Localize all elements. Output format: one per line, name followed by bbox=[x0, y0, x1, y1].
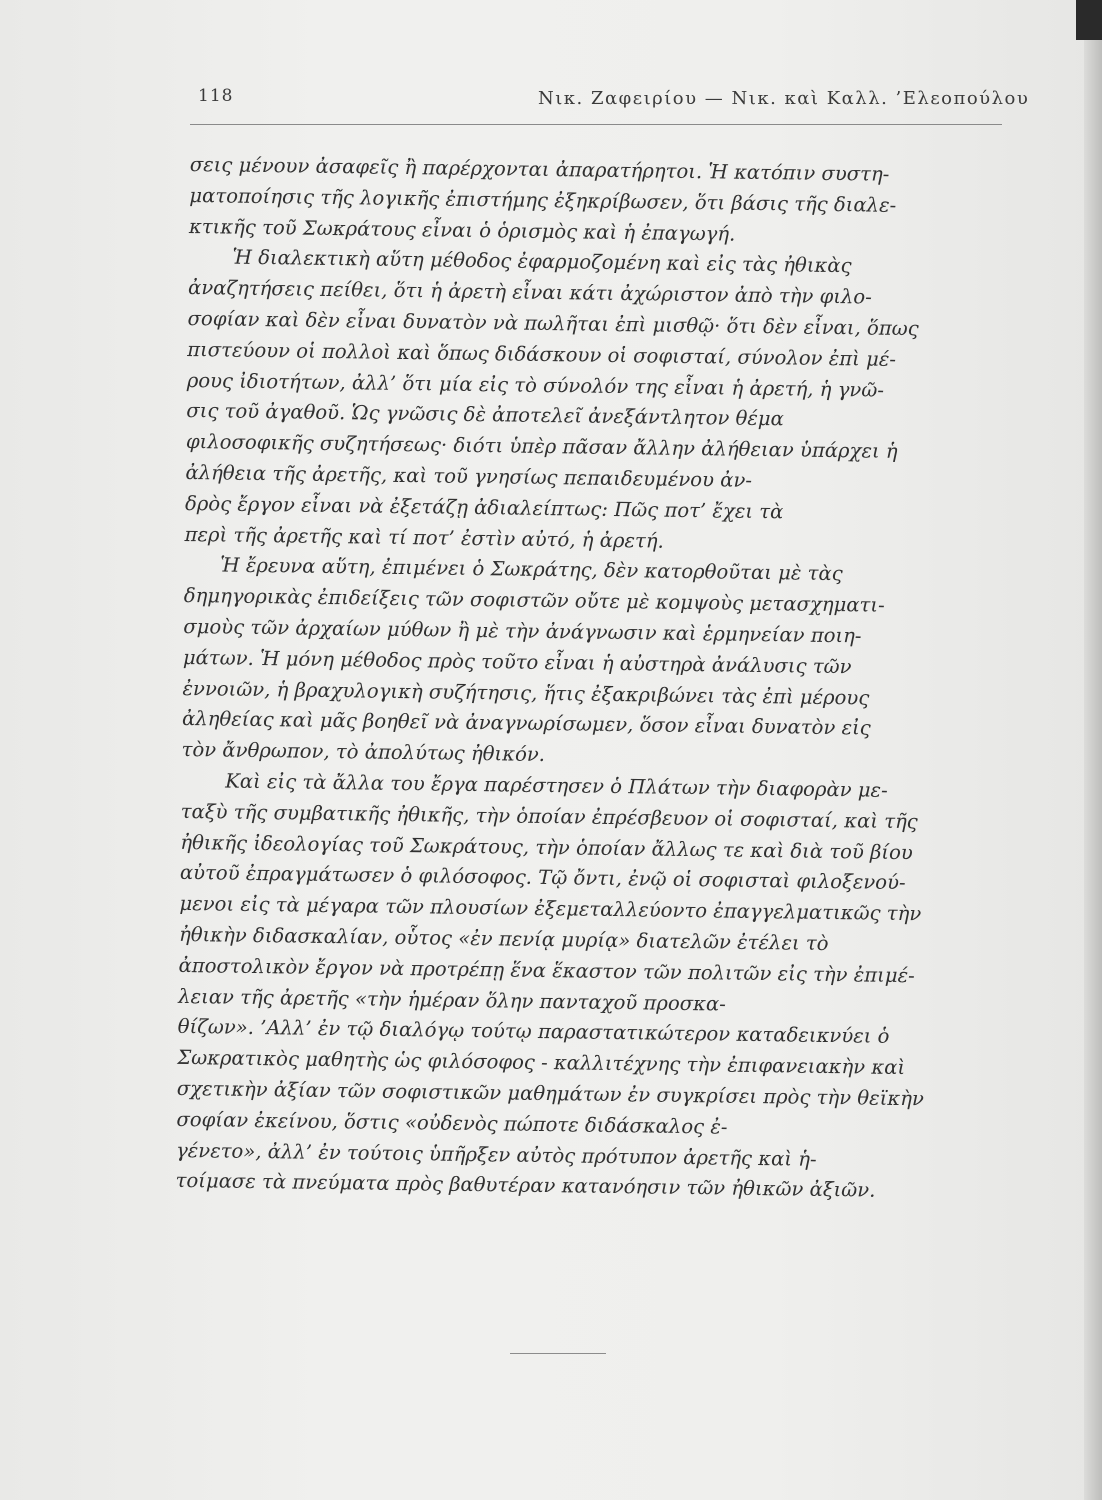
text-line: σχετικὴν ἀξίαν τῶν σοφιστικῶν μαθημάτων ἐν συγκρίσει πρὸς τὴν θεϊκὴν bbox=[176, 1076, 925, 1111]
text-line: ταξὺ τῆς συμβατικῆς ἠθικῆς, τὴν ὁποίαν ἐπρέσβευον οἱ σοφισταί, καὶ τῆς bbox=[180, 799, 918, 833]
text-line: σοφίαν ἐκείνου, ὅστις «οὐδενὸς πώποτε διδάσκαλος ἐ- bbox=[176, 1107, 728, 1139]
text-line: ἀναζητήσεις πείθει, ὅτι ἡ ἀρετὴ εἶναι κάτι ἀχώριστον ἀπὸ τὴν φιλο- bbox=[187, 276, 872, 309]
text-line: μάτων. Ἡ μόνη μέθοδος πρὸς τοῦτο εἶναι ἡ αὐστηρὰ ἀνάλυσις τῶν bbox=[182, 645, 852, 679]
text-line: περὶ τῆς ἀρετῆς καὶ τί ποτ’ ἐστὶν αὐτό, ἡ ἀρετή. bbox=[184, 522, 664, 553]
text-line: μενοι εἰς τὰ μέγαρα τῶν πλουσίων ἐξεμεταλλεύοντο ἐπαγγελματικῶς τὴν bbox=[179, 892, 922, 926]
running-head: Νικ. Ζαφειρίου — Νικ. καὶ Καλλ. ’Ελεοπούλου bbox=[538, 88, 1030, 109]
text-line: γένετο», ἀλλ’ ἐν τούτοις ὑπῆρξεν αὐτὸς πρότυπον ἀρετῆς καὶ ἡ- bbox=[175, 1138, 817, 1171]
text-line: δημηγορικὰς ἐπιδείξεις τῶν σοφιστῶν οὔτε μὲ κομψοὺς μετασχηματι- bbox=[183, 584, 885, 617]
text-line: δρὸς ἔργον εἶναι νὰ ἐξετάζῃ ἀδιαλείπτως: Πῶς ποτ’ ἔχει τὰ bbox=[184, 491, 784, 524]
body-text bbox=[175, 150, 1012, 1208]
text-line: θίζων». ’Αλλ’ ἐν τῷ διαλόγῳ τούτῳ παραστατικώτερον καταδεικνύει ὁ bbox=[177, 1015, 890, 1049]
text-line: σεις μένουν ἀσαφεῖς ἢ παρέρχονται ἀπαρατήρητοι. Ἡ κατόπιν συστη- bbox=[189, 152, 890, 186]
scan-corner bbox=[1076, 0, 1102, 40]
text-line: τοίμασε τὰ πνεύματα πρὸς βαθυτέραν κατανόησιν τῶν ἠθικῶν ἀξιῶν. bbox=[175, 1169, 876, 1202]
text-line: ἀλήθεια τῆς ἀρετῆς, καὶ τοῦ γνησίως πεπαιδευμένου ἀν- bbox=[185, 460, 753, 492]
text-line: ἠθικῆς ἰδεολογίας τοῦ Σωκράτους, τὴν ὁποίαν ἄλλως τε καὶ διὰ τοῦ βίου bbox=[180, 830, 913, 864]
text-line: Ἡ ἔρευνα αὕτη, ἐπιμένει ὁ Σωκράτης, δὲν κατορθοῦται μὲ τὰς bbox=[220, 553, 843, 586]
text-line: ἀποστολικὸν ἔργον νὰ προτρέπῃ ἕνα ἕκαστον τῶν πολιτῶν εἰς τὴν ἐπιμέ- bbox=[178, 953, 915, 987]
text-line: ἐννοιῶν, ἡ βραχυλογικὴ συζήτησις, ἥτις ἐξακριβώνει τὰς ἐπὶ μέρους bbox=[182, 676, 870, 710]
text-line: σμοὺς τῶν ἀρχαίων μύθων ἢ μὲ τὴν ἀνάγνωσιν καὶ ἑρμηνείαν ποιη- bbox=[183, 614, 862, 648]
end-rule bbox=[510, 1353, 606, 1354]
text-line: τὸν ἄνθρωπον, τὸ ἀπολύτως ἠθικόν. bbox=[181, 738, 546, 767]
text-line: ρους ἰδιοτήτων, ἀλλ’ ὅτι μία εἰς τὸ σύνολόν της εἶναι ἡ ἀρετή, ἡ γνῶ- bbox=[186, 368, 885, 402]
text-line: φιλοσοφικῆς συζητήσεως· διότι ὑπὲρ πᾶσαν ἄλλην ἀλήθειαν ὑπάρχει ἡ bbox=[185, 430, 898, 464]
text-line: Καὶ εἰς τὰ ἄλλα του ἔργα παρέστησεν ὁ Πλάτων τὴν διαφορὰν με- bbox=[225, 769, 888, 802]
text-line: σοφίαν καὶ δὲν εἶναι δυνατὸν νὰ πωλῆται ἐπὶ μισθῷ· ὅτι δὲν εἶναι, ὅπως bbox=[187, 306, 919, 341]
page-header bbox=[198, 86, 1102, 116]
text-line: σις τοῦ ἀγαθοῦ. Ὡς γνῶσις δὲ ἀποτελεῖ ἀνεξάντλητον θέμα bbox=[186, 399, 785, 431]
header-rule bbox=[190, 124, 1002, 125]
text-line: Ἡ διαλεκτικὴ αὕτη μέθοδος ἐφαρμοζομένη καὶ εἰς τὰς ἠθικὰς bbox=[232, 245, 852, 278]
page-edge-shadow bbox=[1084, 0, 1102, 1500]
text-line: πιστεύουν οἱ πολλοὶ καὶ ὅπως διδάσκουν οἱ σοφισταί, σύνολον ἐπὶ μέ- bbox=[187, 337, 897, 371]
text-line: ἀληθείας καὶ μᾶς βοηθεῖ νὰ ἀναγνωρίσωμεν, ὅσον εἶναι δυνατὸν εἰς bbox=[181, 707, 871, 740]
text-line: κτικῆς τοῦ Σωκράτους εἶναι ὁ ὁρισμὸς καὶ ἡ ἐπαγωγή. bbox=[188, 214, 736, 246]
text-line: Σωκρατικὸς μαθητὴς ὡς φιλόσοφος - καλλιτέχνης τὴν ἐπιφανειακὴν καὶ bbox=[177, 1046, 906, 1080]
text-line: λειαν τῆς ἀρετῆς «τὴν ἡμέραν ὅλην πανταχοῦ προσκα- bbox=[178, 984, 726, 1016]
page-number: 118 bbox=[198, 86, 234, 106]
text-line: ματοποίησις τῆς λογικῆς ἐπιστήμης ἐξηκρίβωσεν, ὅτι βάσις τῆς διαλε- bbox=[189, 183, 897, 217]
text-line: αὐτοῦ ἐπραγμάτωσεν ὁ φιλόσοφος. Τῷ ὄντι, ἐνῷ οἱ σοφισταὶ φιλοξενού- bbox=[179, 861, 906, 895]
text-line: ἠθικὴν διδασκαλίαν, οὗτος «ἐν πενίᾳ μυρίᾳ» διατελῶν ἐτέλει τὸ bbox=[178, 922, 829, 955]
